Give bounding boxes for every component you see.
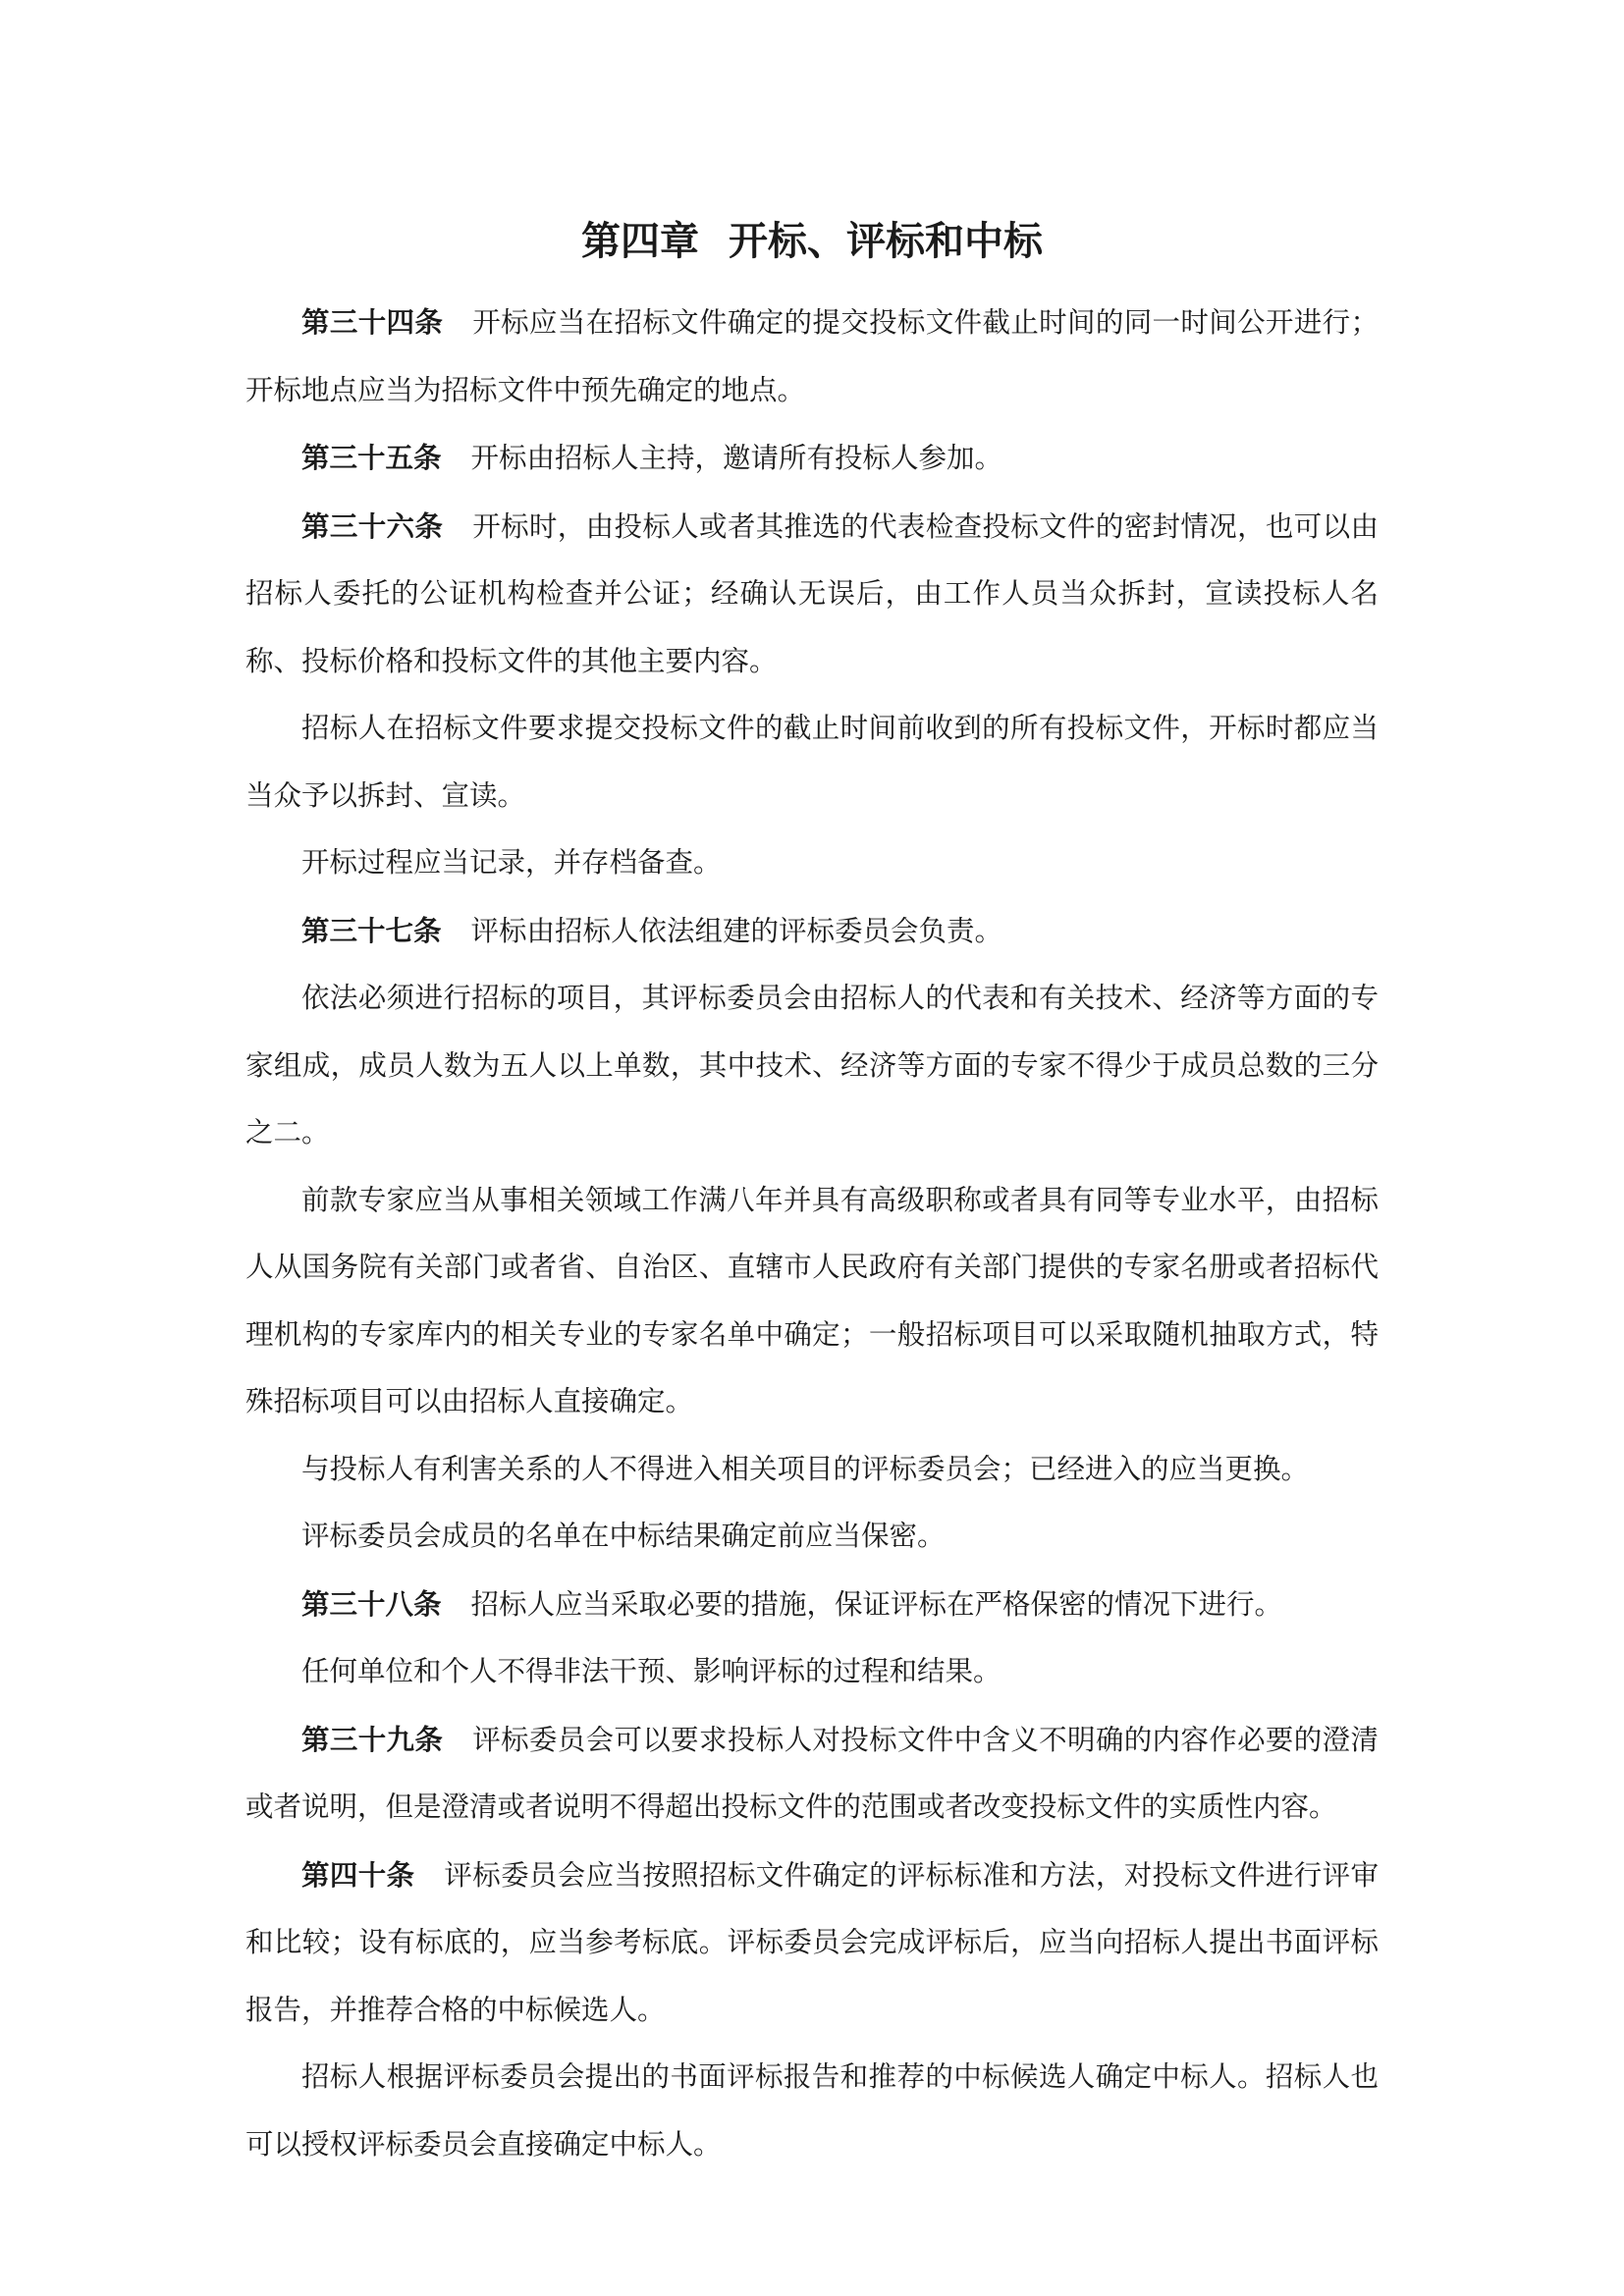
paragraph-7 (245, 965, 1379, 1167)
chapter-name: 开标、评标和中标 (729, 218, 1043, 264)
paragraph-text: 开标时，由投标人或者其推选的代表检查投标文件的密封情况，也可以由招标人委托的公证机构检查并公证；经确认无误后，由工作人员当众拆封，宣读投标人名称、投标价格和投标文件的其他主要内容。 (245, 509, 1379, 677)
paragraph-text: 评标委员会可以要求投标人对投标文件中含义不明确的内容作必要的澄清或者说明，但是澄清或者说明不得超出投标文件的范围或者改变投标文件的实质性内容。 (245, 1723, 1379, 1823)
paragraph-10 (245, 1503, 1379, 1571)
paragraph-11 (245, 1571, 1379, 1639)
paragraph-text: 开标过程应当记录，并存档备查。 (301, 846, 722, 879)
paragraph-2 (245, 424, 1379, 493)
paragraph-9 (245, 1436, 1379, 1504)
chapter-title (245, 214, 1379, 269)
paragraph-text: 依法必须进行招标的项目，其评标委员会由招标人的代表和有关技术、经济等方面的专家组成，成员人数为五人以上单数，其中技术、经济等方面的专家不得少于成员总数的三分之二。 (245, 982, 1379, 1148)
paragraph-text: 开标应当在招标文件确定的提交投标文件截止时间的同一时间公开进行；开标地点应当为招标文件中预先确定的地点。 (245, 306, 1379, 406)
paragraph-text: 评标由招标人依法组建的评标委员会负责。 (470, 914, 1003, 947)
article-number: 第三十四条 (301, 305, 444, 339)
paragraph-1 (245, 289, 1379, 424)
article-number: 第四十条 (301, 1857, 415, 1892)
paragraph-text: 招标人根据评标委员会提出的书面评标报告和推荐的中标候选人确定中标人。招标人也可以授权评标委员会直接确定中标人。 (245, 2060, 1379, 2161)
paragraph-14 (245, 1842, 1379, 2045)
article-number: 第三十八条 (301, 1586, 442, 1621)
paragraph-4 (245, 695, 1379, 829)
article-number: 第三十五条 (301, 441, 442, 474)
paragraph-13 (245, 1706, 1379, 1842)
article-number: 第三十九条 (301, 1722, 444, 1756)
paragraph-text: 开标由招标人主持，邀请所有投标人参加。 (470, 442, 1003, 474)
paragraph-text: 招标人在招标文件要求提交投标文件的截止时间前收到的所有投标文件，开标时都应当当众予以拆封、宣读。 (245, 712, 1379, 812)
paragraph-text: 招标人应当采取必要的措施，保证评标在严格保密的情况下进行。 (470, 1587, 1283, 1621)
article-number: 第三十六条 (301, 508, 444, 543)
paragraph-text: 任何单位和个人不得非法干预、影响评标的过程和结果。 (301, 1655, 1001, 1687)
paragraph-5 (245, 829, 1379, 897)
article-number: 第三十七条 (301, 913, 442, 947)
paragraph-text: 与投标人有利害关系的人不得进入相关项目的评标委员会；已经进入的应当更换。 (301, 1452, 1310, 1485)
article-body (245, 289, 1379, 2178)
paragraph-3 (245, 493, 1379, 696)
paragraph-text: 评标委员会应当按照招标文件确定的评标标准和方法，对投标文件进行评审和比较；设有标底的，应当参考标底。评标委员会完成评标后，应当向招标人提出书面评标报告，并推荐合格的中标候选人。 (245, 1858, 1379, 2026)
paragraph-15 (245, 2044, 1379, 2178)
paragraph-text: 前款专家应当从事相关领域工作满八年并具有高级职称或者具有同等专业水平，由招标人从国务院有关部门或者省、自治区、直辖市人民政府有关部门提供的专家名册或者招标代理机构的专家库内的相关专业的专家名单中确定；一般招标项目可以采取随机抽取方式，特殊招标项目可以由招标人直接确定。 (245, 1183, 1379, 1417)
paragraph-12 (245, 1638, 1379, 1706)
paragraph-text: 评标委员会成员的名单在中标结果确定前应当保密。 (301, 1520, 946, 1552)
paragraph-6 (245, 897, 1379, 966)
chapter-number: 第四章 (581, 218, 699, 264)
paragraph-8 (245, 1167, 1379, 1436)
